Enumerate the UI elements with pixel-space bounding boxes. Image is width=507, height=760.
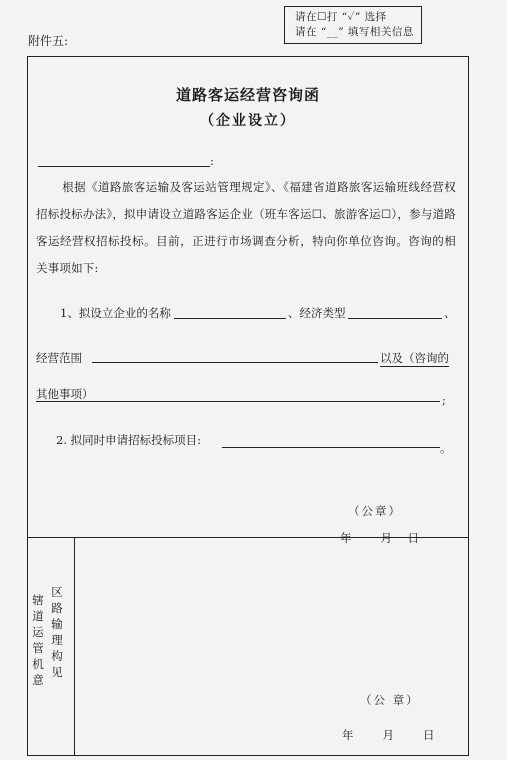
item2-end: 。 [440, 441, 452, 455]
official-seal-label: （公章） [348, 504, 402, 518]
section-divider [27, 537, 469, 538]
instruction-line-2: 请在 “__” 填写相关信息 [295, 26, 414, 38]
side-label-col2: 区路输理构见 [51, 585, 63, 679]
scope-label: 经营范围 [36, 351, 82, 365]
item1-middle: 、经济类型 [288, 306, 346, 320]
official-seal-label-bottom: （公 章） [360, 693, 420, 707]
instruction-box [284, 6, 422, 44]
company-name-field[interactable] [174, 304, 286, 319]
economic-type-field[interactable] [348, 304, 442, 319]
intro-paragraph [36, 174, 456, 282]
item2-prefix: 2. 拟同时申请招标投标项目: [56, 433, 202, 447]
bidding-project-field[interactable] [222, 433, 440, 448]
recipient-colon: : [210, 154, 214, 168]
business-scope-field[interactable] [92, 348, 378, 363]
annex-label: 附件五: [28, 34, 69, 48]
recipient-field[interactable] [38, 152, 210, 167]
scope-end: ; [442, 393, 446, 407]
form-subtitle: （企业设立） [200, 113, 296, 129]
instruction-line-1: 请在☐打 “✓” 选择 [295, 11, 387, 23]
scope-tail: 以及（咨询的 [380, 351, 449, 365]
intro-paragraph-text: 根据《道路旅客运输及客运站管理规定》、《福建省道路旅客运输班线经营权招标投标办法》，拟申请设立道路客运企业（班车客运☐、旅游客运☐），参与道路客运经营权招标投标。目前，正进行市场调查分析，特向你单位咨询。咨询的相关事项如下: [36, 180, 456, 275]
opinion-field[interactable] [78, 542, 464, 682]
form-title: 道路客运经营咨询函 [175, 86, 320, 104]
side-label-col1: 辖道运管机意 [32, 593, 44, 687]
date-line-bottom: 年 月 日 [342, 728, 437, 742]
item1-suffix: 、 [444, 306, 456, 320]
other-matters-field[interactable] [36, 386, 440, 402]
date-line-top: 年 月 日 [340, 531, 421, 545]
scope-line2: 其他事项） [36, 387, 94, 401]
item1-prefix: 1、拟设立企业的名称 [60, 306, 171, 320]
label-column-divider [74, 537, 75, 756]
